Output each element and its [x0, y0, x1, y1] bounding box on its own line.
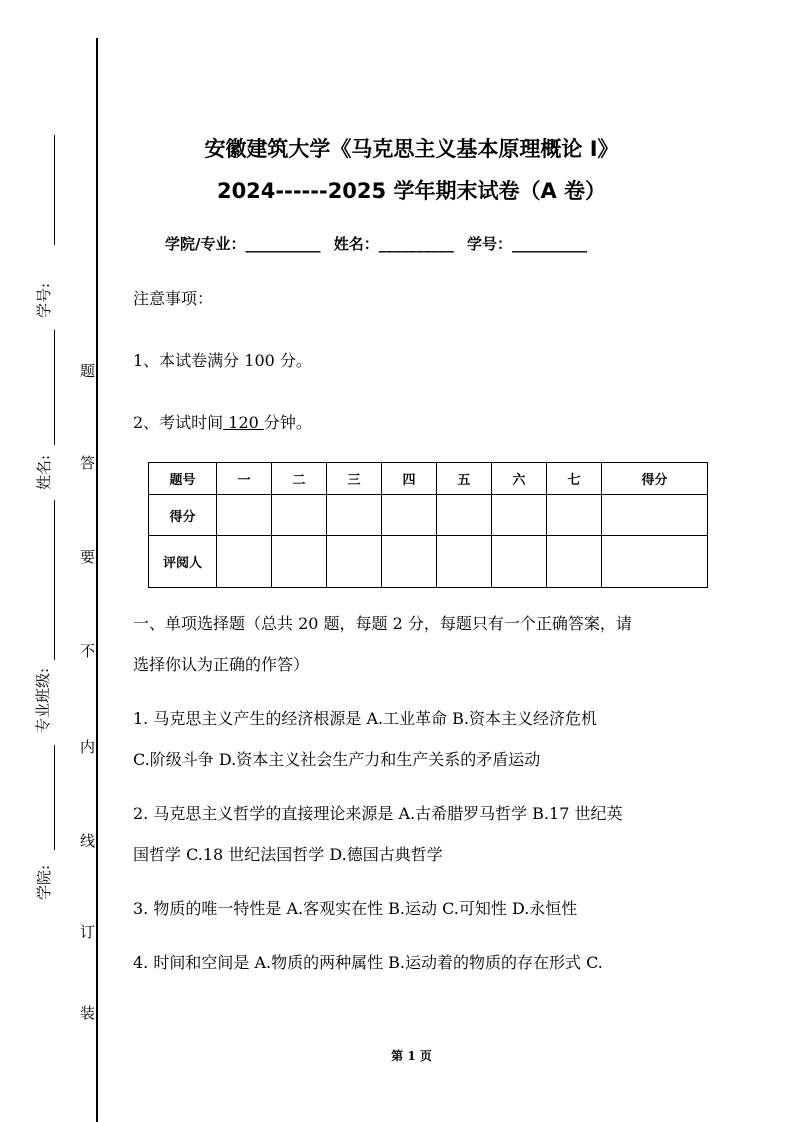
score-cell[interactable]	[381, 536, 436, 588]
score-cell[interactable]	[491, 536, 546, 588]
score-cell[interactable]	[601, 495, 707, 536]
seal-char: 题	[80, 362, 96, 380]
score-row-label: 得分	[149, 495, 217, 536]
exam-duration: 120	[223, 413, 264, 432]
seal-char: 线	[80, 832, 96, 850]
id-label: 学号：	[466, 235, 512, 253]
score-cell[interactable]	[381, 495, 436, 536]
section1-heading-cont: 选择你认为正确的作答）	[133, 655, 310, 674]
page-number: 第 1 页	[391, 1049, 432, 1063]
score-table-header: 五	[436, 463, 491, 495]
question-1-cont: C.阶级斗争 D.资本主义社会生产力和生产关系的矛盾运动	[133, 750, 541, 769]
seal-char: 装	[80, 1004, 96, 1022]
seal-char: 要	[80, 548, 96, 566]
score-cell[interactable]	[326, 495, 381, 536]
score-cell[interactable]	[436, 536, 491, 588]
score-table-header: 三	[326, 463, 381, 495]
margin-name-label: 姓名:	[35, 454, 54, 491]
margin-line	[54, 330, 55, 445]
score-table-header: 四	[381, 463, 436, 495]
seal-char: 内	[80, 738, 96, 756]
name-label: 姓名：	[333, 235, 379, 253]
score-cell[interactable]	[601, 536, 707, 588]
notes-heading: 注意事项：	[133, 289, 214, 308]
seal-char: 订	[80, 923, 96, 941]
score-cell[interactable]	[326, 536, 381, 588]
score-cell[interactable]	[546, 495, 601, 536]
note-text: 分钟。	[263, 413, 312, 432]
score-table-header: 一	[217, 463, 272, 495]
name-blank[interactable]: __________	[378, 235, 454, 253]
score-table-header: 得分	[601, 463, 707, 495]
score-cell[interactable]	[217, 495, 272, 536]
margin-line	[54, 500, 55, 660]
section1-heading: 一、单项选择题（总共 20 题，每题 2 分，每题只有一个正确答案，请	[133, 614, 632, 633]
score-table-header: 题号	[149, 463, 217, 495]
score-cell[interactable]	[217, 536, 272, 588]
exam-subtitle: 2024------2025 学年期末试卷（A 卷）	[216, 179, 607, 203]
margin-student-id-label: 学号:	[35, 282, 54, 319]
question-3: 3. 物质的唯一特性是 A.客观实在性 B.运动 C.可知性 D.永恒性	[133, 899, 578, 918]
score-cell[interactable]	[436, 495, 491, 536]
score-table-header: 六	[491, 463, 546, 495]
score-cell[interactable]	[546, 536, 601, 588]
score-cell[interactable]	[271, 536, 326, 588]
score-row-label: 评阅人	[149, 536, 217, 588]
margin-class-label: 专业班级:	[34, 667, 53, 734]
score-cell[interactable]	[271, 495, 326, 536]
score-table-header: 二	[271, 463, 326, 495]
note-item-2	[133, 410, 312, 433]
college-blank[interactable]: __________	[245, 235, 321, 253]
question-2-cont: 国哲学 C.18 世纪法国哲学 D.德国古典哲学	[133, 845, 443, 864]
exam-title: 安徽建筑大学《马克思主义基本原理概论 I》	[204, 137, 619, 161]
question-2: 2. 马克思主义哲学的直接理论来源是 A.古希腊罗马哲学 B.17 世纪英	[133, 804, 623, 823]
margin-college-label: 学院:	[35, 864, 54, 901]
seal-char: 不	[80, 642, 96, 660]
question-4: 4. 时间和空间是 A.物质的两种属性 B.运动着的物质的存在形式 C.	[133, 953, 603, 972]
student-info-row	[165, 233, 587, 254]
college-label: 学院/专业：	[165, 235, 246, 253]
margin-line	[54, 745, 55, 850]
note-text: 2、考试时间	[133, 413, 224, 432]
id-blank[interactable]: __________	[511, 235, 587, 253]
question-1: 1. 马克思主义产生的经济根源是 A.工业革命 B.资本主义经济危机	[133, 709, 598, 728]
note-item-1: 1、本试卷满分 100 分。	[133, 351, 312, 370]
score-table-header: 七	[546, 463, 601, 495]
seal-char: 答	[80, 454, 96, 472]
score-table	[148, 462, 708, 588]
score-cell[interactable]	[491, 495, 546, 536]
